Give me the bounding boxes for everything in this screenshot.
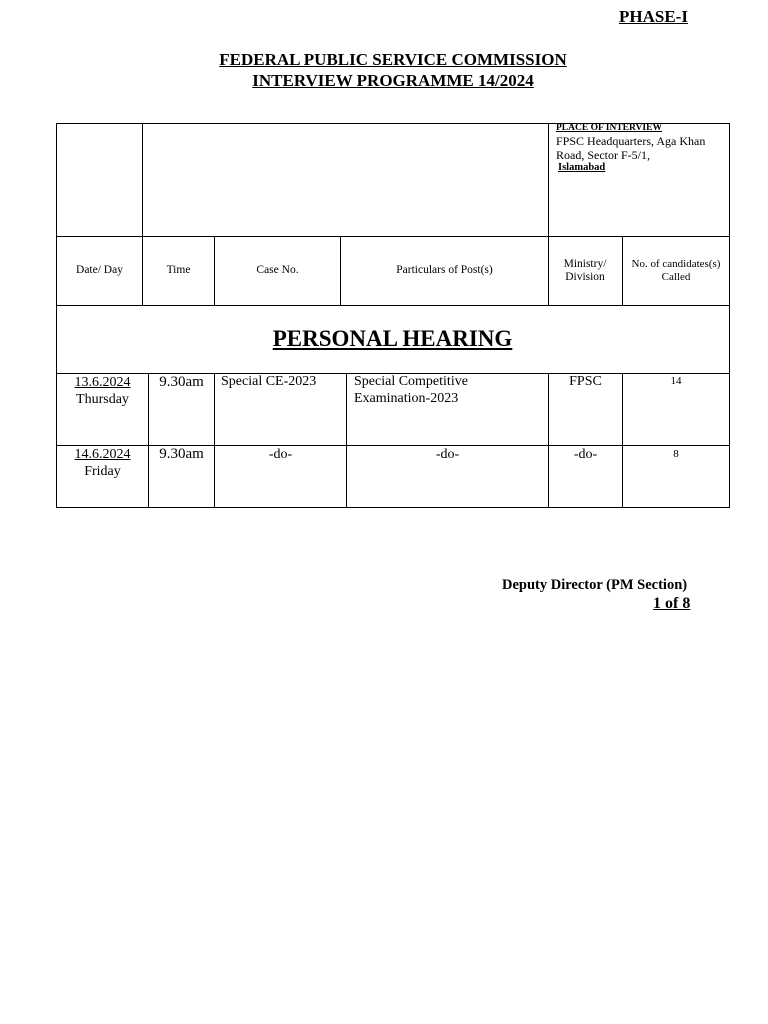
table-border-bottom [56,507,730,508]
table-divider [142,123,143,306]
row-post: Special Competitive Examination-2023 [354,374,468,406]
row-time: 9.30am [159,446,204,462]
column-header: Case No. [256,264,299,276]
table-divider [346,373,347,508]
place-city: Islamabad [558,162,606,173]
row-date: 13.6.2024 [74,375,131,390]
table-divider [622,373,623,508]
place-address: FPSC Headquarters, Aga Khan Road, Sector F-5/1, [556,134,706,162]
row-candidates: 14 [670,375,682,387]
date-cell [57,374,148,408]
row-post: -do- [435,447,460,462]
place-label: PLACE OF INTERVIEW [556,123,662,133]
row-time: 9.30am [159,374,204,390]
table-divider [214,373,215,508]
column-header: Date/ Day [76,264,123,276]
row-case-no: Special CE-2023 [221,374,317,389]
table-divider [622,236,623,306]
table-border-right [729,123,730,508]
phase-label: PHASE-I [619,7,688,26]
table-divider [548,123,549,306]
signatory: Deputy Director (PM Section) [502,577,688,593]
row-ministry: -do- [573,447,598,462]
row-day: Thursday [76,392,129,407]
table-divider [148,373,149,508]
page-number: 1 of 8 [653,595,691,612]
column-header: Particulars of Post(s) [396,264,493,276]
table-divider [548,373,549,508]
date-cell [57,446,148,480]
table-divider [56,305,730,306]
row-case-no: -do- [268,447,293,462]
page-subtitle: INTERVIEW PROGRAMME 14/2024 [252,71,534,90]
row-day: Friday [84,464,121,479]
table-divider [56,236,730,237]
column-header: Time [166,264,191,276]
row-date: 14.6.2024 [74,447,131,462]
row-ministry: FPSC [569,374,602,389]
column-header: No. of candidates(s) Called [631,258,721,283]
column-header: Ministry/ Division [563,258,607,283]
row-candidates: 8 [673,448,679,460]
section-title: PERSONAL HEARING [272,326,513,351]
page-title: FEDERAL PUBLIC SERVICE COMMISSION [219,50,567,69]
